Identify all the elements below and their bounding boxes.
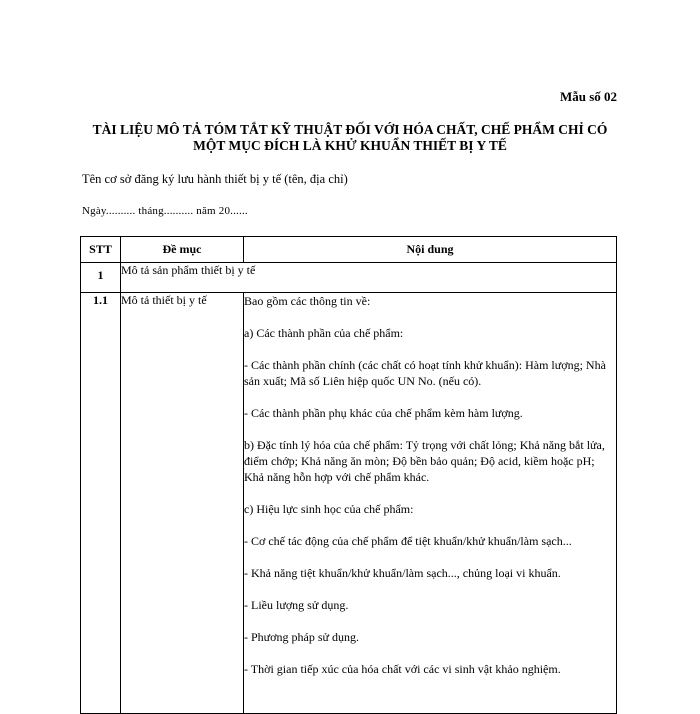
content-paragraph: c) Hiệu lực sinh học của chế phẩm:: [244, 502, 414, 516]
content-paragraph: - Cơ chế tác động của chế phẩm để tiệt khuẩn/khử khuẩn/làm sạch...: [244, 534, 572, 548]
section-row: [81, 263, 617, 293]
organization-line: Tên cơ sở đăng ký lưu hành thiết bị y tế (tên, địa chỉ): [82, 172, 348, 186]
date-line: Ngày.......... tháng.......... năm 20......: [82, 205, 248, 217]
content-paragraph: a) Các thành phần của chế phẩm:: [244, 326, 404, 340]
content-paragraph: Bao gồm các thông tin về:: [244, 294, 371, 308]
title-line-1: TÀI LIỆU MÔ TẢ TÓM TẮT KỸ THUẬT ĐỐI VỚI HÓA CHẤT, CHẾ PHẨM CHỈ CÓ: [92, 122, 608, 137]
content-paragraphs: [244, 293, 616, 713]
section-number: 1: [81, 263, 121, 293]
header-muc: Đề mục: [121, 237, 244, 263]
content-paragraph: - Các thành phần chính (các chất có hoạt tính khử khuẩn): Hàm lượng; Nhà sản xuất; Mã số Liên hiệp quốc UN No. (nếu có).: [244, 358, 606, 388]
table-row: [81, 293, 617, 714]
header-stt: STT: [81, 237, 121, 263]
content-paragraph: b) Đặc tính lý hóa của chế phẩm: Tỷ trọng với chất lỏng; Khả năng bắt lửa, điểm chớp; Khả năng ăn mòn; Độ bền bảo quản; Độ acid, kiềm hoặc pH; Khả năng hỗn hợp với chế phẩm khác.: [244, 438, 605, 484]
row-content: [244, 293, 617, 714]
title-line-2: MỘT MỤC ĐÍCH LÀ KHỬ KHUẨN THIẾT BỊ Y TẾ: [193, 138, 507, 153]
content-paragraph: - Phương pháp sử dụng.: [244, 630, 360, 644]
row-heading: Mô tả thiết bị y tế: [121, 293, 244, 714]
description-table: [80, 236, 617, 714]
content-paragraph: - Thời gian tiếp xúc của hóa chất với các vi sinh vật khảo nghiệm.: [244, 662, 561, 676]
content-paragraph: - Liều lượng sử dụng.: [244, 598, 349, 612]
table-header-row: [81, 237, 617, 263]
row-number: 1.1: [81, 293, 121, 714]
document-title: [80, 122, 620, 154]
content-paragraph: - Các thành phần phụ khác của chế phẩm kèm hàm lượng.: [244, 406, 523, 420]
section-title: Mô tả sản phẩm thiết bị y tế: [121, 263, 617, 293]
content-paragraph: - Khả năng tiệt khuẩn/khử khuẩn/làm sạch..., chủng loại vi khuẩn.: [244, 566, 561, 580]
form-number: Mẫu số 02: [559, 89, 617, 104]
header-noidung: Nội dung: [244, 237, 617, 263]
